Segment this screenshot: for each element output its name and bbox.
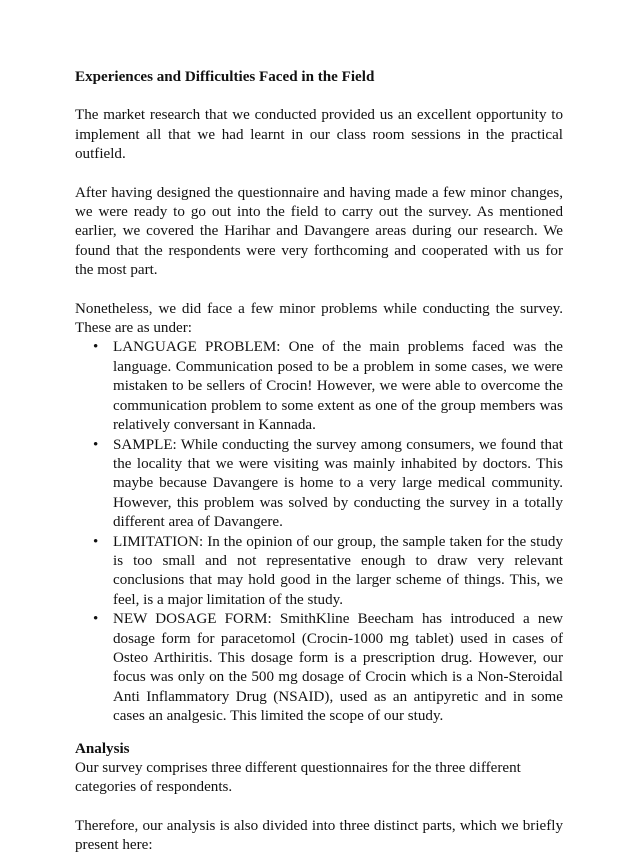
bullet-icon: • — [93, 611, 99, 628]
list-item-text: LANGUAGE PROBLEM: One of the main problems faced was the language. Communication posed to be a problem in some cases, we were mistaken to be sellers of Crocin! However, we were able to overcome the communication problem to some extent as one of the group members was relatively conversant in Kannada. — [113, 339, 563, 434]
list-item-text: LIMITATION: In the opinion of our group, the sample taken for the study is too small and not representative enough to draw very relevant conclusions that may hold good in the larger scheme of things. This, we feel, is a major limitation of the study. — [113, 533, 563, 608]
problems-list — [75, 338, 563, 726]
list-item-text: SAMPLE: While conducting the survey among consumers, we found that the locality that we were visiting was mainly inhabited by doctors. This maybe because Davangere is home to a very large medical community. However, this problem was solved by conducting the survey in a totally different area of Davangere. — [113, 436, 563, 531]
list-item-sample — [75, 436, 563, 533]
list-item-new-dosage-form — [75, 610, 563, 726]
paragraph-problems-intro: Nonetheless, we did face a few minor problems while conducting the survey. These are as under: — [75, 300, 563, 337]
section-heading-experiences: Experiences and Difficulties Faced in the Field — [75, 69, 375, 85]
paragraph-questionnaires: Our survey comprises three different questionnaires for the three different categories of respondents. — [75, 760, 521, 796]
list-item-limitation — [75, 533, 563, 611]
paragraph-survey-field: After having designed the questionnaire and having made a few minor changes, we were ready to go out into the field to carry out the survey. As mentioned earlier, we covered the Harihar and Davangere areas during our research. We found that the respondents were very forthcoming and cooperated with us for the most part. — [75, 184, 563, 279]
bullet-icon: • — [93, 436, 99, 453]
paragraph-intro: The market research that we conducted provided us an excellent opportunity to implement all that we had learnt in our class room sessions in the practical outfield. — [75, 107, 563, 163]
list-item-language-problem — [75, 338, 563, 435]
bullet-icon: • — [93, 533, 99, 550]
list-item-text: NEW DOSAGE FORM: SmithKline Beecham has introduced a new dosage form for paracetomol (Crocin-1000 mg tablet) used in cases of Osteo Arthiritis. This dosage form is a prescription drug. However, our focus was only on the 500 mg dosage of Crocin which is a Non-Steroidal Anti Inflammatory Drug (NSAID), used as an antipyretic and in some cases an analgesic. This limited the scope of our study. — [113, 611, 563, 725]
bullet-icon: • — [93, 339, 99, 356]
section-heading-analysis: Analysis — [75, 740, 130, 757]
document-page — [75, 68, 563, 856]
paragraph-analysis-parts: Therefore, our analysis is also divided into three distinct parts, which we briefly present here: — [75, 817, 563, 854]
